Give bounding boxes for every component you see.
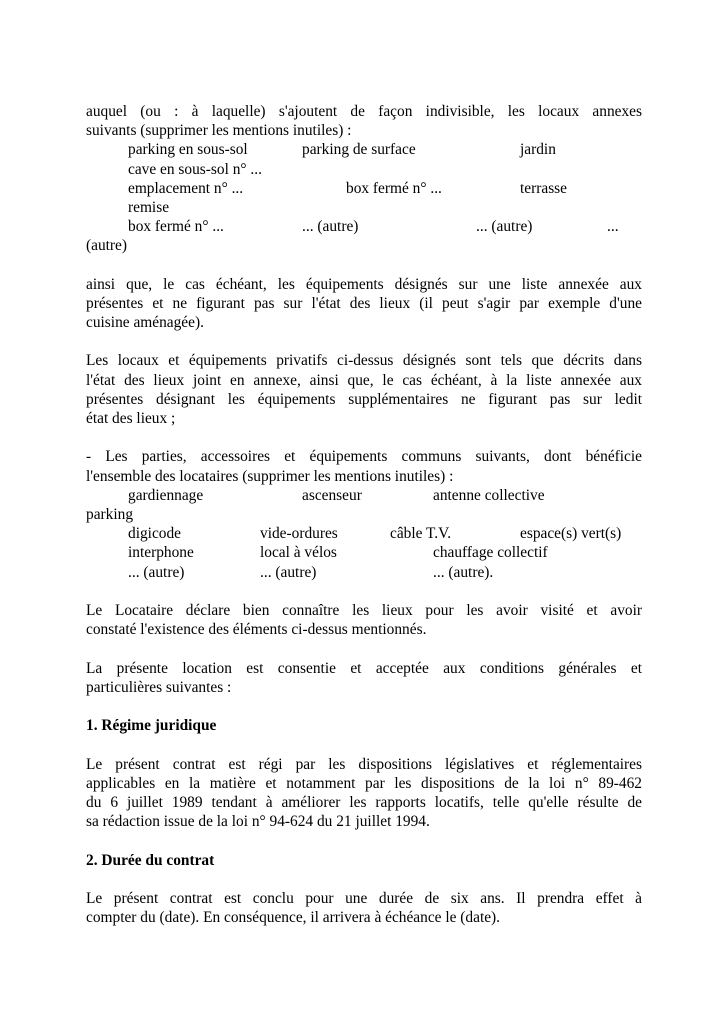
text-line: présentes et ne figurant pas sur l'état des lieux (il peut s'agir par exemple d'une (86, 294, 642, 312)
option-emplacement: emplacement n° ... (128, 179, 244, 197)
annex-options-row (86, 160, 642, 179)
option-autre-a: ... (autre) (128, 563, 185, 581)
text-line: auquel (ou : à laquelle) s'ajoutent de façon indivisible, les locaux annexes (86, 103, 642, 120)
contract-duration-paragraph (86, 889, 642, 927)
option-autre-3: ... (607, 218, 619, 236)
text-line: Les locaux et équipements privatifs ci-dessus désignés sont tels que décrits dans (86, 352, 642, 370)
text-line: présentes désignant les équipements supplémentaires ne figurant pas sur ledit (86, 390, 642, 408)
text-line: du 6 juillet 1989 tendant à améliorer les rapports locatifs, telle qu'elle résulte de (86, 793, 642, 811)
text-line: sa rédaction issue de la loi n° 94-624 du 21 juillet 1994. (86, 813, 430, 831)
option-box-ferme-2: box fermé n° ... (128, 218, 224, 236)
legal-regime-paragraph (86, 755, 642, 832)
text-line: Le présent contrat est conclu pour une durée de six ans. Il prendra effet à (86, 889, 642, 907)
text-line: état des lieux ; (86, 410, 176, 428)
option-remise: remise (128, 198, 170, 216)
annex-options-row (86, 140, 642, 159)
common-options-row (86, 543, 642, 562)
option-vide-ordures: vide-ordures (260, 525, 338, 543)
text-line: cuisine aménagée). (86, 314, 204, 332)
common-options-row (86, 486, 642, 505)
conditions-paragraph (86, 659, 642, 697)
common-options-row (86, 563, 642, 582)
annex-options-row (86, 179, 642, 198)
text-line: suivants (supprimer les mentions inutiles) : (86, 122, 352, 140)
text-line: applicables en la matière et notamment par les dispositions de la loi n° 89-462 (86, 774, 642, 792)
section-heading: 1. Régime juridique (86, 717, 217, 735)
text-line: Le présent contrat est régi par les dispositions législatives et réglementaires (86, 755, 642, 773)
option-terrasse: terrasse (520, 179, 567, 197)
document-page (86, 102, 642, 927)
option-parking-sous-sol: parking en sous-sol (128, 141, 248, 159)
option-local-velos: local à vélos (260, 544, 337, 562)
option-parking-surface: parking de surface (302, 141, 416, 159)
text-line: parking (86, 506, 134, 524)
option-digicode: digicode (128, 525, 181, 543)
tenant-declaration-paragraph (86, 601, 642, 639)
text-line: Le Locataire déclare bien connaître les lieux pour les avoir visité et avoir (86, 601, 642, 619)
text-line: La présente location est consentie et acceptée aux conditions générales et (86, 659, 642, 677)
option-chauffage-collectif: chauffage collectif (433, 544, 548, 562)
option-box-ferme: box fermé n° ... (346, 179, 442, 197)
text-line: compter du (date). En conséquence, il arrivera à échéance le (date). (86, 909, 501, 927)
text-line: - Les parties, accessoires et équipements communs suivants, dont bénéficie (86, 448, 642, 466)
option-ascenseur: ascenseur (302, 486, 362, 504)
option-autre-1: ... (autre) (302, 218, 359, 236)
section-heading: 2. Durée du contrat (86, 851, 215, 869)
option-interphone: interphone (128, 544, 194, 562)
text-line: (autre) (86, 237, 128, 255)
option-autre-2: ... (autre) (476, 218, 533, 236)
common-areas-paragraph (86, 447, 642, 581)
option-jardin: jardin (520, 141, 556, 159)
annex-premises-paragraph (86, 102, 642, 256)
option-cave: cave en sous-sol n° ... (128, 160, 262, 178)
option-espaces-verts: espace(s) vert(s) (520, 525, 622, 543)
text-line: l'état des lieux joint en annexe, ainsi que, le cas échéant, à la liste annexée aux (86, 371, 642, 389)
annex-options-row (86, 198, 642, 217)
private-premises-paragraph (86, 351, 642, 428)
text-line: constaté l'existence des éléments ci-dessus mentionnés. (86, 621, 427, 639)
annex-options-row (86, 217, 642, 236)
text-line: ainsi que, le cas échéant, les équipements désignés sur une liste annexée aux (86, 275, 642, 293)
text-line: l'ensemble des locataires (supprimer les mentions inutiles) : (86, 467, 454, 485)
option-gardiennage: gardiennage (128, 486, 204, 504)
text-line: particulières suivantes : (86, 678, 232, 696)
option-cable-tv: câble T.V. (390, 525, 452, 543)
option-antenne-collective: antenne collective (433, 486, 545, 504)
option-autre-b: ... (autre) (260, 563, 317, 581)
equipment-paragraph (86, 275, 642, 333)
common-options-row (86, 524, 642, 543)
option-autre-c: ... (autre). (433, 563, 494, 581)
